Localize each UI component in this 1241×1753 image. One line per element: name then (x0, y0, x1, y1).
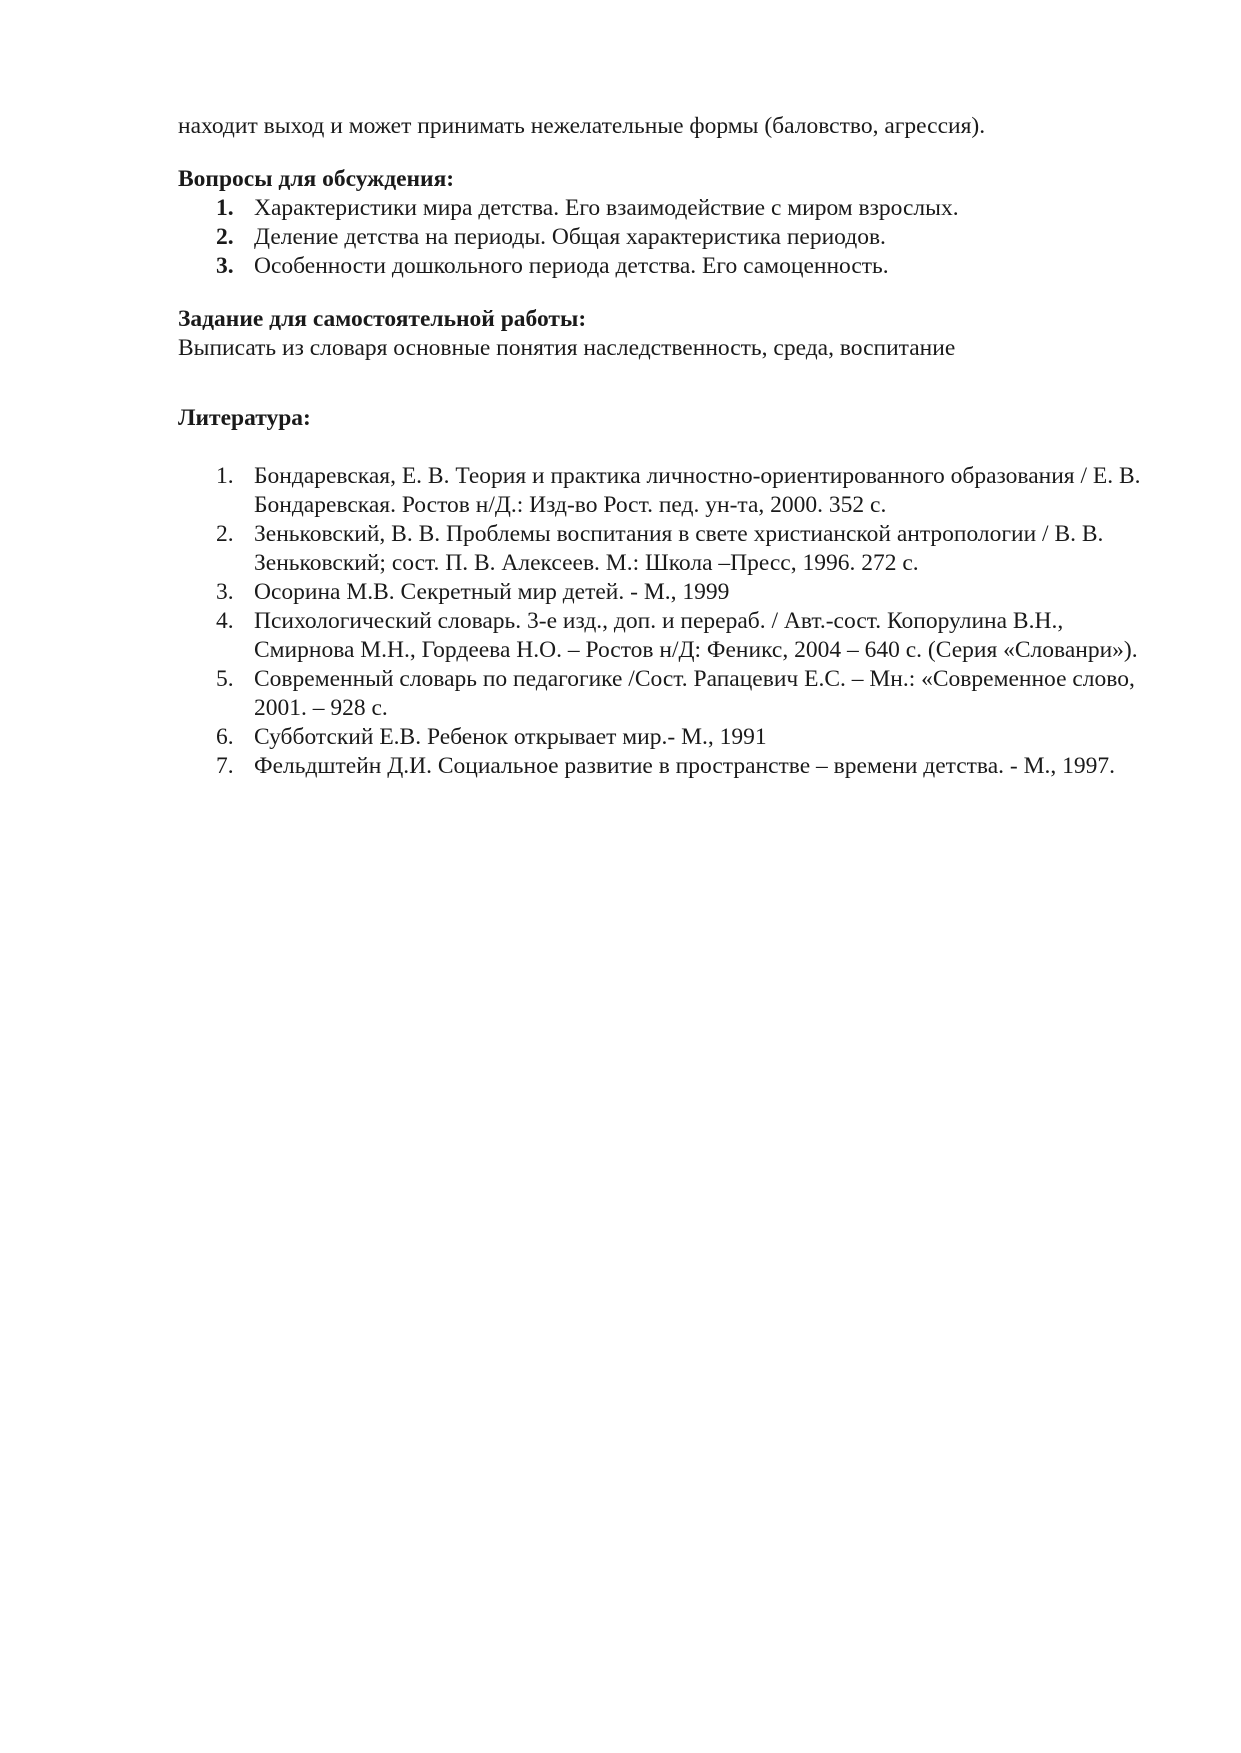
literature-text: Психологический словарь. 3-е изд., доп. и перераб. / Авт.-сост. Копорулина В.Н., Смирнова М.Н., Гордеева Н.О. – Ростов н/Д: Феникс, 2004 – 640 с. (Серия «Слованри»). (254, 608, 1138, 663)
literature-text: Осорина М.В. Секретный мир детей. - М., 1999 (254, 579, 730, 605)
literature-item (178, 462, 1168, 520)
question-item (178, 194, 1168, 223)
question-number: 3. (216, 253, 234, 279)
literature-text: Бондаревская, Е. В. Теория и практика личностно-ориентированного образования / Е. В. Бондаревская. Ростов н/Д.: Изд-во Рост. пед. ун-та, 2000. 352 с. (254, 463, 1141, 518)
literature-number: 6. (216, 724, 234, 750)
task-heading: Задание для самостоятельной работы: (178, 306, 587, 332)
literature-text: Зеньковский, В. В. Проблемы воспитания в свете христианской антропологии / В. В. Зеньковский; сост. П. В. Алексеев. М.: Школа –Пресс, 1996. 272 с. (254, 521, 1104, 576)
intro-text: находит выход и может принимать нежелательные формы (баловство, агрессия). (178, 113, 986, 139)
question-item (178, 223, 1168, 252)
literature-number: 4. (216, 608, 234, 634)
literature-number: 5. (216, 666, 234, 692)
literature-list (178, 462, 1168, 781)
literature-item (178, 578, 1168, 607)
document-page (178, 112, 1168, 781)
question-number: 2. (216, 224, 234, 250)
task-text: Выписать из словаря основные понятия наследственность, среда, воспитание (178, 335, 956, 361)
questions-list (178, 194, 1168, 281)
literature-heading: Литература: (178, 405, 311, 431)
literature-text: Субботский Е.В. Ребенок открывает мир.- М., 1991 (254, 724, 767, 750)
questions-heading: Вопросы для обсуждения: (178, 166, 455, 192)
literature-number: 7. (216, 753, 234, 779)
literature-item (178, 723, 1168, 752)
question-number: 1. (216, 195, 234, 221)
literature-item (178, 665, 1168, 723)
literature-item (178, 520, 1168, 578)
literature-number: 3. (216, 579, 234, 605)
literature-item (178, 607, 1168, 665)
literature-text: Современный словарь по педагогике /Сост. Рапацевич Е.С. – Мн.: «Современное слово, 2001. – 928 с. (254, 666, 1135, 721)
question-text: Характеристики мира детства. Его взаимодействие с миром взрослых. (254, 195, 959, 221)
literature-number: 2. (216, 521, 234, 547)
literature-number: 1. (216, 463, 234, 489)
question-text: Деление детства на периоды. Общая характеристика периодов. (254, 224, 886, 250)
literature-item (178, 752, 1168, 781)
literature-text: Фельдштейн Д.И. Социальное развитие в пространстве – времени детства. - М., 1997. (254, 753, 1115, 779)
question-item (178, 252, 1168, 281)
question-text: Особенности дошкольного периода детства. Его самоценность. (254, 253, 889, 279)
